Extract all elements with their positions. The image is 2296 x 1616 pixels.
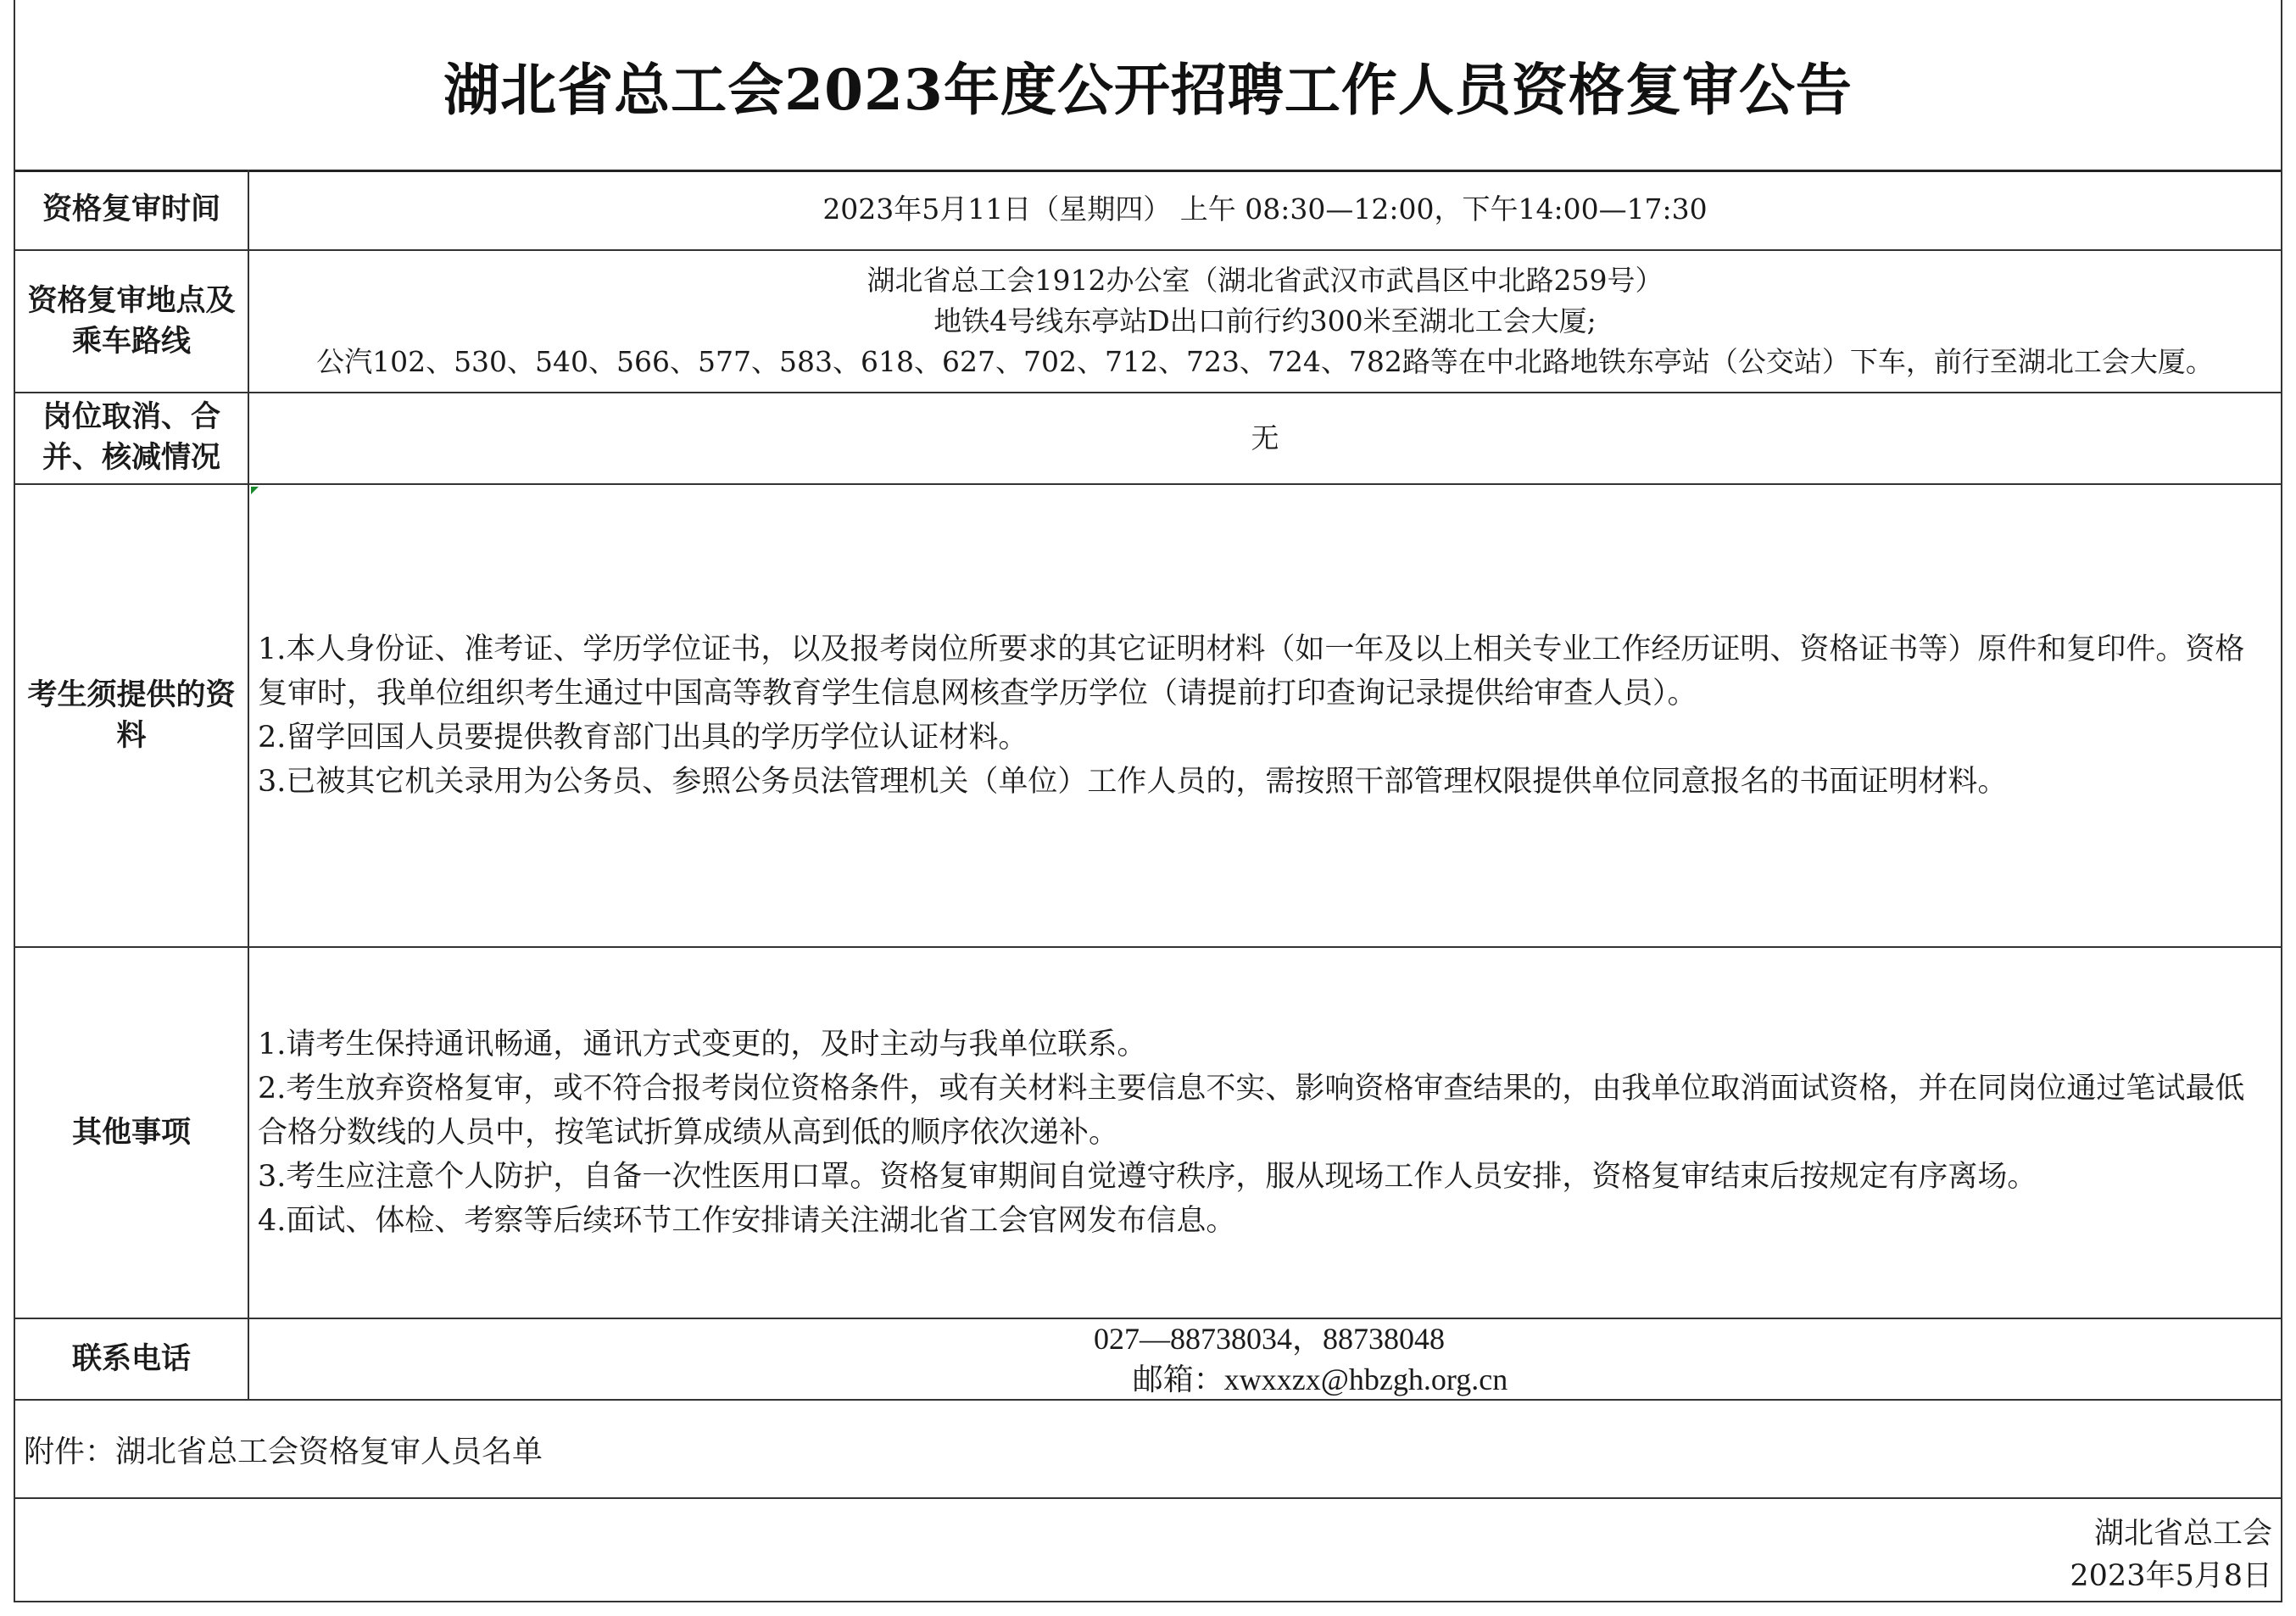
title-row (15, 0, 2281, 172)
row-other-matters (15, 948, 2281, 1319)
attachment-text[interactable]: 附件：湖北省总工会资格复审人员名单 (24, 1434, 543, 1469)
review-time-text: 2023年5月11日（星期四） 上午 08:30—12:00，下午14:00—17:30 (822, 192, 1708, 226)
cell-comment-marker-icon (251, 487, 259, 494)
attachment-line (15, 1401, 2281, 1499)
other-item-2: 2.考生放弃资格复审，或不符合报考岗位资格条件，或有关材料主要信息不实、影响资格审查结果的，由我单位取消面试资格，并在同岗位通过笔试最低合格分数线的人员中，按笔试折算成绩从高到低的顺序依次递补。 (258, 1072, 2245, 1150)
row-review-location (15, 251, 2281, 393)
materials-value (249, 485, 2281, 946)
materials-item-1: 1.本人身份证、准考证、学历学位证书，以及报考岗位所要求的其它证明材料（如一年及以上相关专业工作经历证明、资格证书等）原件和复印件。资格复审时，我单位组织考生通过中国高等教育学生信息网核查学历学位（请提前打印查询记录提供给审查人员）。 (258, 632, 2245, 710)
other-matters-value (249, 948, 2281, 1318)
row-review-time (15, 170, 2281, 251)
location-address: 湖北省总工会1912办公室（湖北省武汉市武昌区中北路259号） (867, 264, 1663, 297)
position-cancel-text: 无 (1251, 421, 1279, 454)
review-time-label: 资格复审时间 (15, 170, 249, 249)
position-cancel-label: 岗位取消、合并、核减情况 (15, 393, 249, 483)
review-time-value (249, 170, 2281, 249)
other-item-3: 3.考生应注意个人防护，自备一次性医用口罩。资格复审期间自觉遵守秩序，服从现场工作人员安排，资格复审结束后按规定有序离场。 (258, 1160, 2037, 1194)
location-metro: 地铁4号线东亭站D出口前行约300米至湖北工会大厦; (933, 304, 1597, 337)
page-title: 湖北省总工会2023年度公开招聘工作人员资格复审公告 (443, 56, 1853, 123)
signoff-org: 湖北省总工会 (2093, 1517, 2272, 1551)
signoff (2070, 1513, 2272, 1597)
other-item-1: 1.请考生保持通讯畅通，通讯方式变更的，及时主动与我单位联系。 (258, 1028, 1147, 1062)
review-location-label: 资格复审地点及乘车路线 (15, 251, 249, 392)
materials-label: 考生须提供的资料 (15, 485, 249, 946)
review-location-value (249, 251, 2281, 392)
location-bus: 公汽102、530、540、566、577、583、618、627、702、712、723、724、782路等在中北路地铁东亭站（公交站）下车，前行至湖北工会大厦。 (316, 345, 2214, 378)
other-item-4: 4.面试、体检、考察等后续环节工作安排请关注湖北省工会官网发布信息。 (258, 1204, 1236, 1238)
notice-sheet (14, 0, 2282, 1602)
signoff-date: 2023年5月8日 (2070, 1559, 2272, 1593)
row-position-cancel (15, 393, 2281, 485)
materials-item-2: 2.留学回国人员要提供教育部门出具的学历学位认证材料。 (258, 721, 1028, 755)
contact-phone: 027—88738034，88738048 (1094, 1322, 1445, 1356)
position-cancel-value (249, 393, 2281, 483)
row-contact (15, 1319, 2281, 1401)
other-matters-label: 其他事项 (15, 948, 249, 1318)
contact-label: 联系电话 (15, 1319, 249, 1399)
row-materials (15, 485, 2281, 948)
contact-value (249, 1319, 2281, 1399)
materials-item-3: 3.已被其它机关录用为公务员、参照公务员法管理机关（单位）工作人员的，需按照干部管理权限提供单位同意报名的书面证明材料。 (258, 765, 2008, 799)
contact-email[interactable]: 邮箱：xwxxzx@hbzgh.org.cn (1132, 1362, 1508, 1396)
